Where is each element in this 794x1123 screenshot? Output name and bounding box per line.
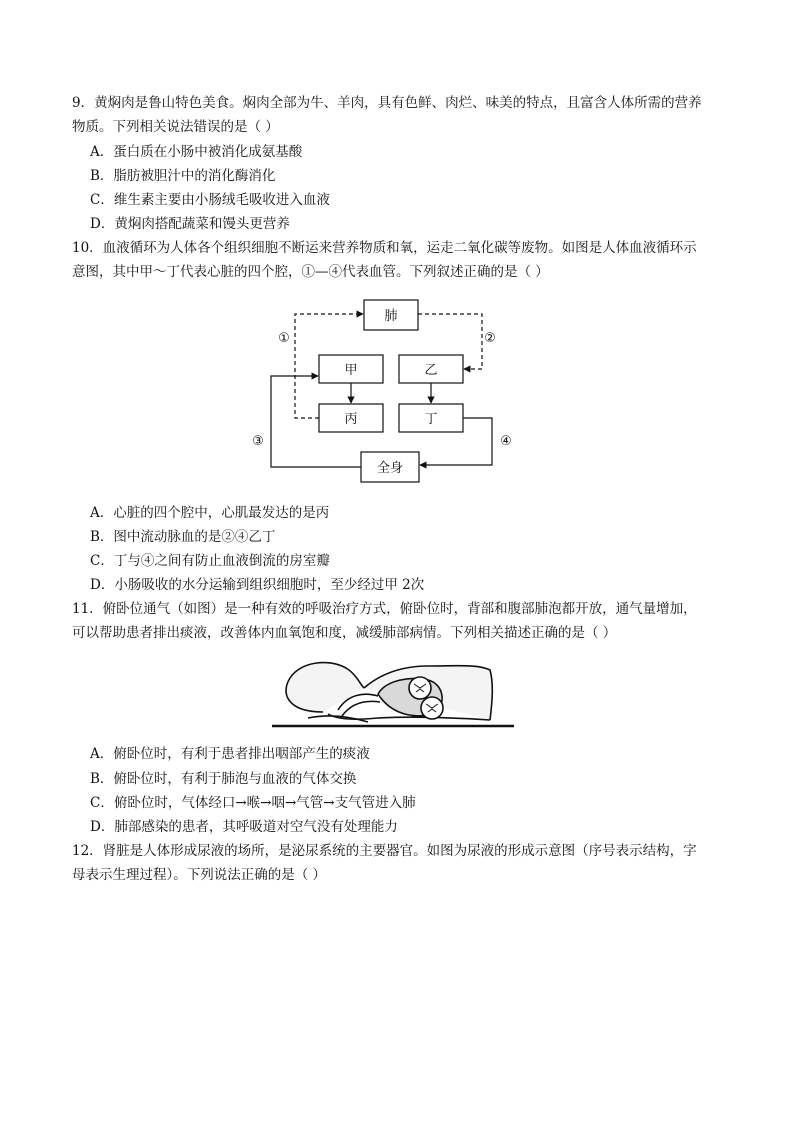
- q9-option-a: A．蛋白质在小肠中被消化成氨基酸: [90, 144, 303, 160]
- q9-stem-line-2: 物质。下列相关说法错误的是（ ）: [72, 119, 279, 135]
- jia-label: 甲: [344, 363, 358, 378]
- vessel-2-label: ②: [484, 331, 496, 346]
- body-label: 全身: [376, 461, 404, 476]
- blood-circulation-diagram: [252, 292, 522, 492]
- q11-stem-line-2: 可以帮助患者排出痰液，改善体内血氧饱和度，减缓肺部病情。下列相关描述正确的是（ ）: [72, 625, 617, 641]
- q9-option-c: C．维生素主要由小肠绒毛吸收进入血液: [90, 192, 330, 208]
- q11-stem-line-1: 11．俯卧位通气（如图）是一种有效的呼吸治疗方式，俯卧位时，背部和腹部肺泡都开放，通气量增加，: [72, 601, 697, 617]
- vessel-4-label: ④: [500, 434, 512, 449]
- q11-option-c: C．俯卧位时，气体经口→喉→咽→气管→支气管进入肺: [90, 795, 416, 811]
- q11-option-a: A．俯卧位时，有利于患者排出咽部产生的痰液: [90, 746, 370, 762]
- vessel-2-path: [418, 314, 482, 369]
- q11-option-b: B．俯卧位时，有利于肺泡与血液的气体交换: [90, 771, 357, 787]
- q9-option-b: B．脂肪被胆汁中的消化酶消化: [90, 168, 276, 184]
- q9-option-d: D．黄焖肉搭配蔬菜和馒头更营养: [90, 216, 290, 232]
- q12-stem-line-1: 12．肾脏是人体形成尿液的场所，是泌尿系统的主要器官。如图为尿液的形成示意图（序号表示结构，字: [72, 843, 697, 859]
- yi-label: 乙: [424, 363, 438, 378]
- q10-option-d: D．小肠吸收的水分运输到组织细胞时，至少经过甲 2次: [90, 577, 425, 593]
- prone-position-illustration: [268, 654, 518, 734]
- q10-option-a: A．心脏的四个腔中，心肌最发达的是丙: [90, 505, 330, 521]
- vessel-3-label: ③: [252, 434, 264, 449]
- q10-stem-line-2: 意图，其中甲～丁代表心脏的四个腔，①—④代表血管。下列叙述正确的是（ ）: [72, 264, 549, 280]
- q11-option-d: D．肺部感染的患者，其呼吸道对空气没有处理能力: [90, 819, 398, 835]
- q10-stem-line-1: 10．血液循环为人体各个组织细胞不断运来营养物质和氧，运走二氧化碳等废物。如图是人体血液循环示: [72, 240, 697, 256]
- q10-option-b: B．图中流动脉血的是②④乙丁: [90, 529, 276, 545]
- bing-label: 丙: [344, 412, 358, 427]
- q12-stem-line-2: 母表示生理过程）。下列说法正确的是（ ）: [72, 867, 327, 883]
- vessel-1-label: ①: [278, 331, 290, 346]
- ding-label: 丁: [424, 412, 438, 427]
- lung-label: 肺: [384, 309, 398, 324]
- q10-option-c: C．丁与④之间有防止血液倒流的房室瓣: [90, 553, 330, 569]
- q9-stem-line-1: 9．黄焖肉是鲁山特色美食。焖肉全部为牛、羊肉，具有色鲜、肉烂、味美的特点，且富含人体所需的营养: [72, 95, 702, 111]
